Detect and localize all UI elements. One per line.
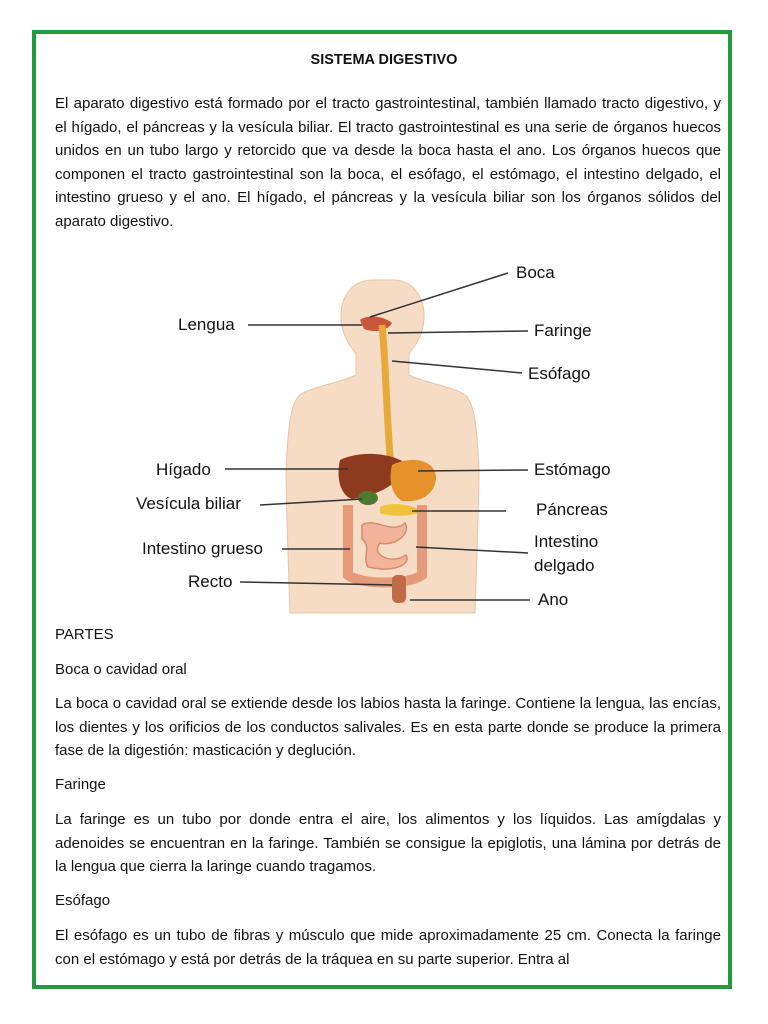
esofago-heading: Esófago: [55, 892, 111, 909]
partes-heading: PARTES: [55, 626, 114, 643]
document-title: SISTEMA DIGESTIVO: [310, 52, 458, 68]
intro-paragraph: El aparato digestivo está formado por el tracto gastrointestinal, también llamado tracto digestivo, y el hígado, el páncreas y la vesícula biliar. El tracto gastrointestinal es una serie de órganos huecos unidos en un tubo largo y retorcido que va desde la boca hasta el ano. Los órganos huecos que componen el tracto gastrointestinal son la boca, el esófago, el estómago, el intestino delgado, el intestino grueso y el ano. El hígado, el páncreas y la vesícula biliar son los órganos sólidos del aparato digestivo.: [55, 95, 721, 230]
boca-paragraph: La boca o cavidad oral se extiende desde los labios hasta la faringe. Contiene la lengua, las encías, los dientes y los orificios de los conductos salivales. Es en esta parte donde se produce la primera fase de la digestión: masticación y deglución.: [55, 695, 721, 759]
faringe-heading: Faringe: [55, 776, 106, 793]
label-intestino-grueso: Intestino grueso: [142, 539, 263, 558]
faringe-paragraph: La faringe es un tubo por donde entra el aire, los alimentos y los líquidos. Las amígdalas y adenoides se encuentran en la faringe. También se consigue la epiglotis, una lámina por detrás de la lengua que cierra la laringe cuando tragamos.: [55, 811, 721, 875]
label-estomago: Estómago: [534, 460, 611, 479]
label-vesicula: Vesícula biliar: [136, 494, 241, 513]
label-intestino-delgado-2: delgado: [534, 556, 595, 575]
label-recto: Recto: [188, 572, 233, 591]
label-pancreas: Páncreas: [536, 500, 608, 519]
label-ano: Ano: [538, 590, 569, 609]
boca-heading: Boca o cavidad oral: [55, 661, 187, 678]
digestive-system-diagram: [130, 255, 640, 615]
label-faringe: Faringe: [534, 321, 592, 340]
gallbladder-shape: [358, 491, 378, 505]
rectum-shape: [392, 575, 406, 603]
esofago-paragraph: El esófago es un tubo de fibras y músculo que mide aproximadamente 25 cm. Conecta la faringe con el estómago y está por detrás de la tráquea en su parte superior. Entra al: [55, 927, 721, 968]
label-esofago: Esófago: [528, 364, 591, 383]
label-intestino-delgado-1: Intestino: [534, 532, 599, 551]
label-boca: Boca: [516, 263, 555, 282]
label-higado: Hígado: [156, 460, 211, 479]
label-lengua: Lengua: [178, 315, 235, 334]
